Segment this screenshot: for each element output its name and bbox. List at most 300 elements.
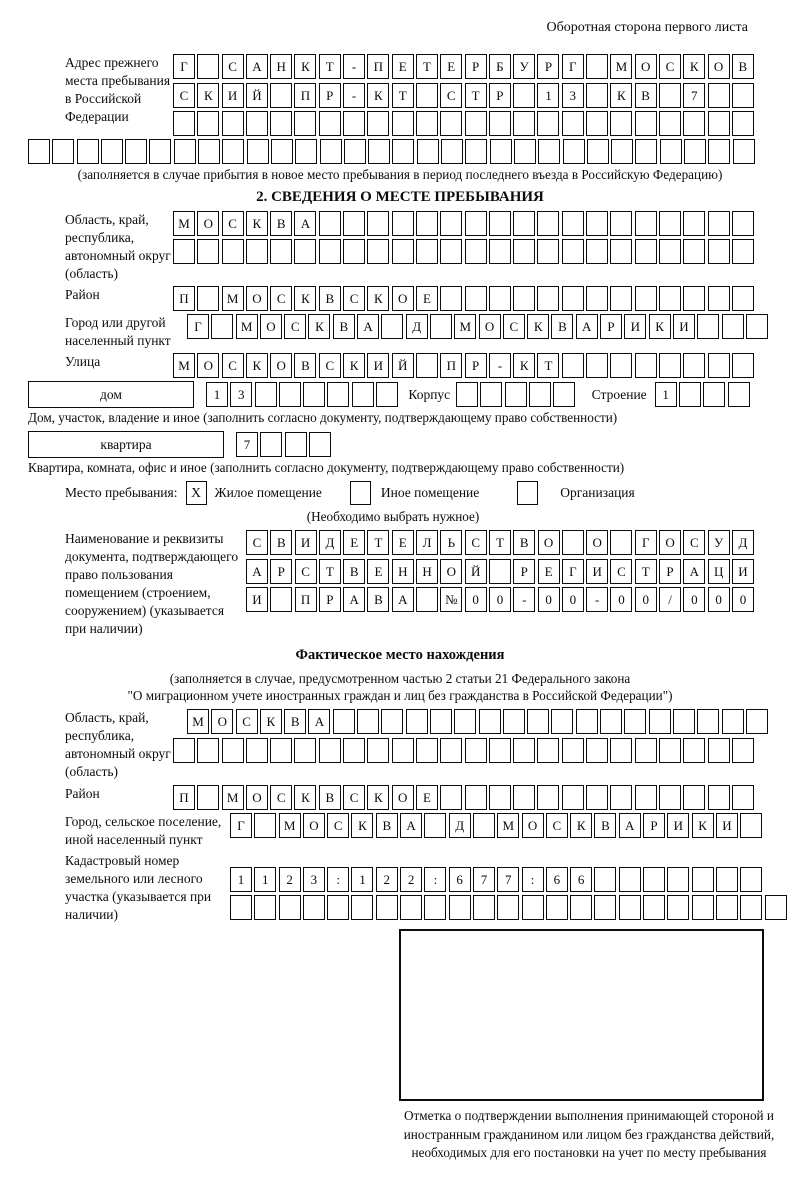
char-cell: 0	[610, 587, 632, 612]
char-cell	[367, 738, 389, 763]
char-cell: К	[367, 785, 389, 810]
char-cell	[222, 139, 244, 164]
kvartira-caption: Квартира, комната, офис и иное (заполнить согласно документу, подтверждающему право собственности)	[28, 460, 625, 476]
char-cell: И	[716, 813, 738, 838]
char-cell	[367, 211, 389, 236]
char-cell: Т	[319, 559, 341, 584]
char-cell: /	[659, 587, 681, 612]
char-cell: К	[308, 314, 330, 339]
char-cell: И	[667, 813, 689, 838]
char-cell: Е	[392, 54, 414, 79]
char-cell: Й	[465, 559, 487, 584]
char-cell	[660, 139, 682, 164]
mesto-prebyvaniya-row	[28, 481, 772, 505]
prev-address-row-2	[173, 83, 756, 108]
char-cell	[570, 895, 592, 920]
char-cell: А	[400, 813, 422, 838]
option-inoe-label: Иное помещение	[380, 485, 480, 501]
fact-oblast-row-1	[187, 709, 770, 734]
char-cell: И	[367, 353, 389, 378]
prev-address-caption: (заполняется в случае прибытия в новое место пребывания в период последнего въезда в Российскую Федерацию)	[77, 167, 723, 182]
fact-oblast-label: Область, край, республика, автономный округ (область)	[65, 710, 171, 780]
char-cell	[586, 83, 608, 108]
char-cell: №	[440, 587, 462, 612]
char-cell	[635, 239, 657, 264]
char-cell	[527, 709, 549, 734]
char-cell	[303, 895, 325, 920]
char-cell	[473, 813, 495, 838]
char-cell	[400, 895, 422, 920]
char-cell	[537, 286, 559, 311]
char-cell	[52, 139, 74, 164]
char-cell: О	[538, 530, 560, 555]
char-cell	[514, 139, 536, 164]
char-cell: И	[732, 559, 754, 584]
char-cell	[586, 353, 608, 378]
char-cell	[101, 139, 123, 164]
char-cell: К	[610, 83, 632, 108]
char-cell	[513, 239, 535, 264]
char-cell: Ь	[440, 530, 462, 555]
char-cell: Д	[449, 813, 471, 838]
char-cell: К	[649, 314, 671, 339]
char-cell	[416, 83, 438, 108]
char-cell: С	[319, 353, 341, 378]
char-cell	[708, 785, 730, 810]
char-cell: :	[522, 867, 544, 892]
char-cell: И	[673, 314, 695, 339]
char-cell	[732, 111, 754, 136]
kvartira-cells	[236, 432, 333, 457]
char-cell	[562, 286, 584, 311]
char-cell: Р	[319, 587, 341, 612]
char-cell	[319, 738, 341, 763]
char-cell	[149, 139, 171, 164]
char-cell: Р	[643, 813, 665, 838]
char-cell	[635, 353, 657, 378]
field-fact-rayon	[28, 785, 772, 810]
char-cell: М	[610, 54, 632, 79]
char-cell	[279, 382, 301, 407]
char-cell	[635, 738, 657, 763]
char-cell	[684, 139, 706, 164]
char-cell: М	[497, 813, 519, 838]
char-cell: П	[367, 54, 389, 79]
char-cell: 0	[538, 587, 560, 612]
field-kadastr	[28, 852, 772, 924]
char-cell	[406, 709, 428, 734]
char-cell	[667, 867, 689, 892]
char-cell: С	[503, 314, 525, 339]
char-cell	[513, 286, 535, 311]
char-cell	[673, 709, 695, 734]
rayon-label: Район	[65, 287, 100, 303]
fact-oblast-row-2	[173, 738, 770, 763]
char-cell	[416, 587, 438, 612]
char-cell	[489, 785, 511, 810]
kvartira-row	[28, 431, 772, 458]
char-cell	[246, 239, 268, 264]
char-cell: Л	[416, 530, 438, 555]
char-cell	[465, 139, 487, 164]
char-cell	[197, 738, 219, 763]
char-cell: А	[246, 54, 268, 79]
char-cell	[294, 738, 316, 763]
char-cell: А	[619, 813, 641, 838]
char-cell: Е	[392, 530, 414, 555]
char-cell	[594, 895, 616, 920]
char-cell: Е	[538, 559, 560, 584]
char-cell	[416, 353, 438, 378]
char-cell	[562, 239, 584, 264]
dom-cells	[206, 382, 400, 407]
char-cell: О	[708, 54, 730, 79]
char-cell: Т	[319, 54, 341, 79]
oblast-row-1	[173, 211, 756, 236]
char-cell: Р	[659, 559, 681, 584]
char-cell: С	[222, 211, 244, 236]
char-cell	[489, 211, 511, 236]
char-cell	[732, 353, 754, 378]
char-cell: Г	[562, 54, 584, 79]
rayon-row	[173, 286, 756, 311]
fact-rayon-label: Район	[65, 785, 100, 801]
char-cell: С	[284, 314, 306, 339]
char-cell: С	[270, 286, 292, 311]
char-cell	[260, 432, 282, 457]
char-cell	[732, 785, 754, 810]
char-cell: А	[343, 587, 365, 612]
char-cell	[513, 111, 535, 136]
char-cell: Т	[635, 559, 657, 584]
char-cell	[733, 139, 755, 164]
char-cell: 7	[236, 432, 258, 457]
char-cell: Р	[465, 353, 487, 378]
char-cell	[430, 709, 452, 734]
char-cell	[683, 211, 705, 236]
char-cell: К	[527, 314, 549, 339]
char-cell	[125, 139, 147, 164]
char-cell: 7	[683, 83, 705, 108]
stroenie-cells	[655, 382, 752, 407]
document-row-1	[246, 530, 756, 555]
char-cell	[538, 139, 560, 164]
char-cell	[376, 895, 398, 920]
char-cell	[619, 867, 641, 892]
char-cell: М	[454, 314, 476, 339]
char-cell	[659, 111, 681, 136]
char-cell	[562, 738, 584, 763]
char-cell: П	[295, 587, 317, 612]
char-cell: О	[211, 709, 233, 734]
char-cell	[610, 111, 632, 136]
char-cell	[635, 286, 657, 311]
char-cell	[708, 139, 730, 164]
char-cell	[586, 785, 608, 810]
char-cell: В	[319, 286, 341, 311]
char-cell	[198, 139, 220, 164]
char-cell	[692, 867, 714, 892]
char-cell	[600, 709, 622, 734]
prev-address-row-1	[173, 54, 756, 79]
char-cell: 0	[635, 587, 657, 612]
char-cell	[392, 239, 414, 264]
char-cell	[546, 895, 568, 920]
char-cell	[594, 867, 616, 892]
char-cell	[294, 239, 316, 264]
char-cell: С	[173, 83, 195, 108]
char-cell	[708, 738, 730, 763]
char-cell: В	[270, 530, 292, 555]
char-cell: Н	[416, 559, 438, 584]
char-cell	[586, 54, 608, 79]
char-cell	[576, 709, 598, 734]
char-cell	[740, 867, 762, 892]
char-cell	[586, 239, 608, 264]
option-organizatsiya-label: Организация	[560, 485, 635, 501]
fact-gorod-label: Город, сельское поселение, иной населенный пункт	[65, 813, 222, 847]
char-cell: А	[294, 211, 316, 236]
char-cell	[247, 139, 269, 164]
char-cell	[416, 211, 438, 236]
char-cell	[765, 895, 787, 920]
char-cell: Е	[367, 559, 389, 584]
char-cell	[563, 139, 585, 164]
char-cell: С	[327, 813, 349, 838]
char-cell	[480, 382, 502, 407]
char-cell: -	[489, 353, 511, 378]
char-cell: О	[659, 530, 681, 555]
char-cell: О	[270, 353, 292, 378]
char-cell	[246, 111, 268, 136]
char-cell	[254, 813, 276, 838]
char-cell: К	[246, 211, 268, 236]
char-cell	[667, 895, 689, 920]
char-cell: К	[260, 709, 282, 734]
char-cell: 1	[351, 867, 373, 892]
char-cell	[659, 353, 681, 378]
char-cell	[722, 709, 744, 734]
char-cell: К	[197, 83, 219, 108]
char-cell	[381, 709, 403, 734]
char-cell	[270, 738, 292, 763]
char-cell	[294, 111, 316, 136]
char-cell	[230, 895, 252, 920]
char-cell	[77, 139, 99, 164]
char-cell	[740, 895, 762, 920]
char-cell	[708, 83, 730, 108]
char-cell: Р	[465, 54, 487, 79]
char-cell: Р	[319, 83, 341, 108]
char-cell: М	[222, 286, 244, 311]
char-cell	[222, 239, 244, 264]
char-cell	[352, 382, 374, 407]
char-cell	[222, 111, 244, 136]
char-cell	[197, 111, 219, 136]
char-cell: 6	[570, 867, 592, 892]
char-cell	[295, 139, 317, 164]
char-cell	[586, 738, 608, 763]
char-cell: С	[546, 813, 568, 838]
checkbox-organizatsiya	[517, 481, 538, 505]
char-cell: В	[343, 559, 365, 584]
char-cell	[381, 314, 403, 339]
char-cell: И	[624, 314, 646, 339]
field-oblast	[28, 211, 772, 283]
char-cell: В	[594, 813, 616, 838]
char-cell	[197, 286, 219, 311]
char-cell	[376, 382, 398, 407]
char-cell	[327, 382, 349, 407]
char-cell: А	[392, 587, 414, 612]
char-cell	[708, 353, 730, 378]
char-cell	[449, 895, 471, 920]
char-cell	[270, 239, 292, 264]
char-cell	[456, 382, 478, 407]
char-cell: 0	[708, 587, 730, 612]
char-cell	[285, 432, 307, 457]
char-cell: С	[270, 785, 292, 810]
char-cell: А	[246, 559, 268, 584]
char-cell	[522, 895, 544, 920]
char-cell: А	[308, 709, 330, 734]
char-cell: И	[246, 587, 268, 612]
char-cell	[728, 382, 750, 407]
char-cell	[197, 54, 219, 79]
char-cell	[746, 314, 768, 339]
char-cell	[465, 785, 487, 810]
char-cell: О	[392, 785, 414, 810]
mesto-label: Место пребывания:	[65, 485, 178, 501]
char-cell: В	[635, 83, 657, 108]
document-row-2	[246, 559, 756, 584]
char-cell	[708, 239, 730, 264]
char-cell	[635, 111, 657, 136]
char-cell: Г	[173, 54, 195, 79]
char-cell	[417, 139, 439, 164]
char-cell: В	[270, 211, 292, 236]
char-cell: С	[295, 559, 317, 584]
char-cell: Е	[416, 286, 438, 311]
char-cell: Д	[319, 530, 341, 555]
char-cell	[683, 353, 705, 378]
char-cell: Т	[465, 83, 487, 108]
char-cell	[562, 353, 584, 378]
char-cell: В	[333, 314, 355, 339]
char-cell: 0	[683, 587, 705, 612]
char-cell	[271, 139, 293, 164]
char-cell	[454, 709, 476, 734]
field-ulitsa	[28, 353, 772, 378]
char-cell: О	[197, 353, 219, 378]
char-cell: С	[222, 54, 244, 79]
char-cell: О	[197, 211, 219, 236]
char-cell: К	[367, 83, 389, 108]
char-cell	[222, 738, 244, 763]
char-cell: С	[222, 353, 244, 378]
char-cell: С	[246, 530, 268, 555]
char-cell	[610, 738, 632, 763]
char-cell: :	[424, 867, 446, 892]
char-cell: О	[440, 559, 462, 584]
char-cell	[430, 314, 452, 339]
stroenie-label: Строение	[591, 386, 647, 402]
char-cell: С	[236, 709, 258, 734]
char-cell: Т	[537, 353, 559, 378]
char-cell	[368, 139, 390, 164]
char-cell: Н	[270, 54, 292, 79]
char-cell	[489, 111, 511, 136]
char-cell: П	[294, 83, 316, 108]
char-cell: 1	[254, 867, 276, 892]
char-cell: Й	[246, 83, 268, 108]
field-fact-oblast	[28, 709, 772, 781]
char-cell	[683, 111, 705, 136]
char-cell	[537, 738, 559, 763]
char-cell: :	[327, 867, 349, 892]
char-cell	[624, 709, 646, 734]
char-cell	[319, 111, 341, 136]
char-cell	[465, 211, 487, 236]
char-cell	[586, 211, 608, 236]
char-cell: Й	[392, 353, 414, 378]
char-cell	[708, 111, 730, 136]
char-cell	[489, 738, 511, 763]
char-cell	[619, 895, 641, 920]
char-cell: Д	[732, 530, 754, 555]
char-cell: М	[173, 353, 195, 378]
char-cell: 0	[732, 587, 754, 612]
char-cell	[610, 286, 632, 311]
char-cell	[587, 139, 609, 164]
char-cell: У	[708, 530, 730, 555]
char-cell	[279, 895, 301, 920]
char-cell: 2	[279, 867, 301, 892]
char-cell	[732, 83, 754, 108]
char-cell: О	[635, 54, 657, 79]
char-cell	[716, 867, 738, 892]
char-cell: 1	[230, 867, 252, 892]
char-cell	[635, 139, 657, 164]
char-cell: Т	[489, 530, 511, 555]
char-cell	[479, 709, 501, 734]
char-cell	[497, 895, 519, 920]
char-cell	[551, 709, 573, 734]
field-gorod	[28, 314, 772, 350]
char-cell: 1	[655, 382, 677, 407]
char-cell	[319, 211, 341, 236]
fact-caption-1: (заполняется в случае, предусмотренном частью 2 статьи 21 Федерального закона	[169, 670, 631, 686]
char-cell: Г	[187, 314, 209, 339]
field-fact-gorod	[28, 813, 772, 849]
char-cell	[416, 111, 438, 136]
kadastr-label: Кадастровый номер земельного или лесного участка (указывается при наличии)	[65, 852, 212, 922]
char-cell: К	[351, 813, 373, 838]
char-cell	[319, 239, 341, 264]
char-cell: К	[294, 785, 316, 810]
char-cell	[610, 785, 632, 810]
char-cell: О	[303, 813, 325, 838]
char-cell	[562, 530, 584, 555]
char-cell	[416, 738, 438, 763]
char-cell: 0	[465, 587, 487, 612]
char-cell: М	[173, 211, 195, 236]
char-cell	[503, 709, 525, 734]
char-cell	[309, 432, 331, 457]
char-cell	[343, 111, 365, 136]
char-cell: 1	[206, 382, 228, 407]
char-cell: 3	[230, 382, 252, 407]
